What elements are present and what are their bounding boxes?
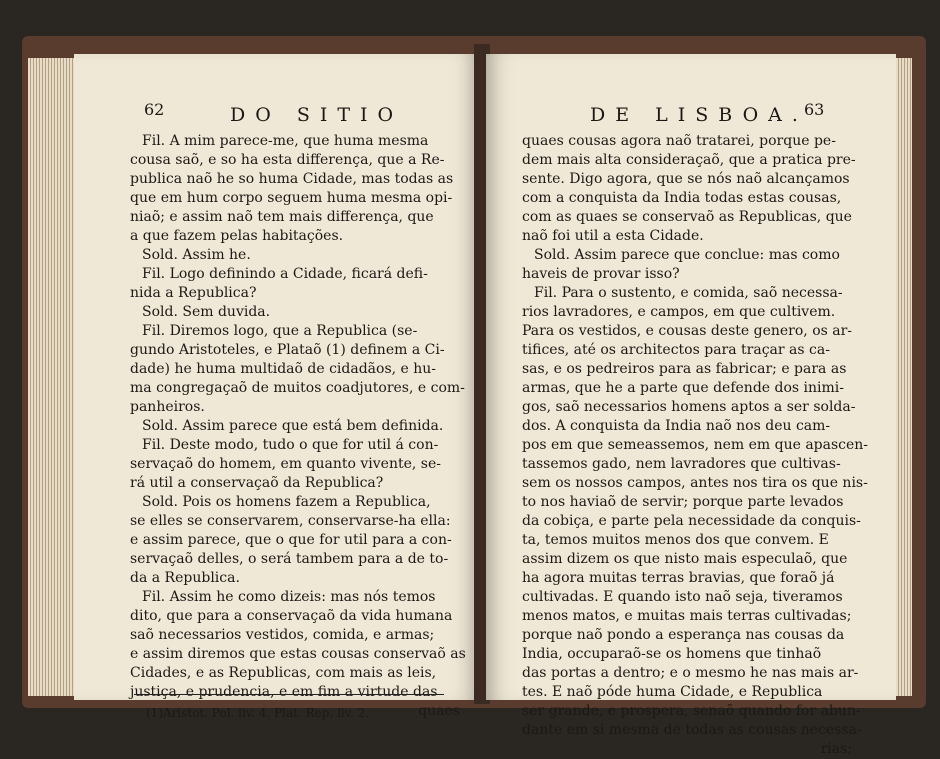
text-line: ma congregaçaõ de muitos coadjutores, e com- [130, 380, 465, 396]
text-line: dem mais alta consideraçaõ, que a pratica pre- [522, 152, 856, 168]
text-line: Fil. Diremos logo, que a Republica (se- [142, 323, 418, 339]
text-block [522, 132, 869, 759]
page-number: 63 [804, 100, 825, 119]
text-line: sas, e os pedreiros para as fabricar; e para as [522, 361, 847, 377]
text-line: justiça, e prudencia, e em fim a virtude das [130, 684, 438, 700]
text-line: dos. A conquista da India naõ nos deu cam- [522, 418, 831, 434]
text-block [130, 132, 466, 721]
text-line: Sold. Assim he. [142, 247, 251, 263]
text-line: menos matos, e muitas mais terras cultivadas; [522, 608, 852, 624]
text-line: servaçaõ delles, o será tambem para a de to- [130, 551, 449, 567]
text-line: gundo Aristoteles, e Plataõ (1) definem a Ci- [130, 342, 445, 358]
text-line: rá util a conservaçaõ da Republica? [130, 475, 384, 491]
text-line: tassemos gado, nem lavradores que cultivas- [522, 456, 841, 472]
page-number: 62 [144, 100, 165, 119]
text-line: ser grande, e prospera, senaõ quando for abun- [522, 703, 861, 719]
right-page [486, 54, 896, 757]
text-line: quaes cousas agora naõ tratarei, porque pe- [522, 133, 836, 149]
text-line: nida a Republica? [130, 285, 257, 301]
text-line: dade) he huma multidaõ de cidadãos, e hu- [130, 361, 437, 377]
text-line: sente. Digo agora, que se nós naõ alcançamos [522, 171, 850, 187]
running-head: DE LISBOA. [590, 104, 808, 126]
text-line: India, occuparaõ-se os homens que tinhaõ [522, 646, 822, 662]
text-line: niaõ; e assim naõ tem mais differença, que [130, 209, 434, 225]
footnote-rule [134, 694, 444, 695]
right-page-edges [896, 58, 912, 696]
text-line: Para os vestidos, e cousas deste genero, os ar- [522, 323, 853, 339]
text-line: Fil. Assim he como dizeis: mas nós temos [142, 589, 436, 605]
text-line: se elles se conservarem, conservarse-ha ella: [130, 513, 451, 529]
text-line: Sold. Assim parece que conclue: mas como [534, 247, 840, 263]
text-line: e assim parece, que o que for util para a con- [130, 532, 452, 548]
text-line: haveis de provar isso? [522, 266, 680, 282]
left-page-edges [28, 58, 74, 696]
text-line: pos em que semeassemos, nem em que apascen- [522, 437, 869, 453]
text-line: com as quaes se conservaõ as Republicas, que [522, 209, 852, 225]
text-line: da cobiça, e parte pela necessidade da conquis- [522, 513, 861, 529]
text-line: ha agora muitas terras bravias, que foraõ já [522, 570, 835, 586]
text-line: rios lavradores, e campos, em que cultivem. [522, 304, 836, 320]
text-line: cousa saõ, e so ha esta differença, que a Re- [130, 152, 445, 168]
text-line: cultivadas. E quando isto naõ seja, tiveramos [522, 589, 843, 605]
text-line: publica naõ he so huma Cidade, mas todas as [130, 171, 454, 187]
left-page [74, 54, 478, 720]
text-line: Cidades, e as Republicas, com mais as leis, [130, 665, 437, 681]
text-line: Fil. Para o sustento, e comida, saõ necessa- [534, 285, 843, 301]
text-line: tifices, até os architectos para traçar as ca- [522, 342, 830, 358]
text-line: com a conquista da India todas estas cousas, [522, 190, 842, 206]
text-line: a que fazem pelas habitações. [130, 228, 344, 244]
text-line: Sold. Sem duvida. [142, 304, 271, 320]
text-line: gos, saõ necessarios homens aptos a ser solda- [522, 399, 856, 415]
text-line: dante em si mesma de todas as cousas necessa- [522, 722, 862, 738]
text-line: e assim diremos que estas cousas conservaõ as [130, 646, 466, 662]
footnote: (1)Aristot. Pol. liv. 4. Plat. Rep. liv. 2. [146, 706, 370, 720]
text-line: das portas a dentro; e o mesmo he nas mais ar- [522, 665, 859, 681]
text-line: que em hum corpo seguem huma mesma opi- [130, 190, 453, 206]
text-line: dito, que para a conservaçaõ da vida humana [130, 608, 453, 624]
text-line: quaes [418, 703, 460, 719]
text-line: saõ necessarios vestidos, comida, e armas; [130, 627, 435, 643]
text-line: ta, temos muitos menos dos que convem. E [522, 532, 829, 548]
text-line: armas, que he a parte que defende dos inimi- [522, 380, 844, 396]
text-line: panheiros. [130, 399, 205, 415]
text-line: servaçaõ do homem, em quanto vivente, se- [130, 456, 441, 472]
text-line: da a Republica. [130, 570, 240, 586]
text-line: sem os nossos campos, antes nos tira os que nis- [522, 475, 868, 491]
text-line: naõ foi util a esta Cidade. [522, 228, 704, 244]
text-line: to nos haviaõ de servir; porque parte levados [522, 494, 844, 510]
text-line: porque naõ pondo a esperança nas cousas da [522, 627, 845, 643]
text-line: Sold. Assim parece que está bem definida. [142, 418, 444, 434]
text-line: Sold. Pois os homens fazem a Republica, [142, 494, 431, 510]
text-line: Fil. Deste modo, tudo o que for util á con- [142, 437, 439, 453]
text-line: rias; [820, 741, 852, 757]
text-line: Fil. Logo definindo a Cidade, ficará defi- [142, 266, 428, 282]
running-head: DO SITIO [230, 104, 404, 126]
text-line: tes. E naõ póde huma Cidade, e Republica [522, 684, 823, 700]
text-line: Fil. A mim parece-me, que huma mesma [142, 133, 429, 149]
text-line: assim dizem os que nisto mais especulaõ, que [522, 551, 848, 567]
